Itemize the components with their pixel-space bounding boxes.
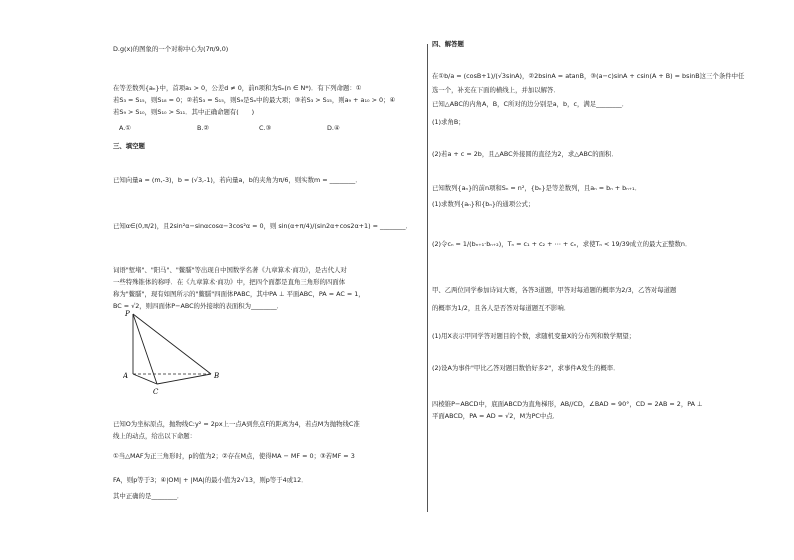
q17-line-1: 在①b/a = (cosB+1)/(√3sinA)，②2bsinA = atanB，③(a−c)sinA + csin(A + B) = bsinB这三个条件中任: [432, 72, 745, 80]
vector-question: 已知向量a = (m,-3)，b = (√3,-1)，若向量a，b的夹角为π/6，则实数m = ________．: [113, 176, 362, 184]
vertex-label-a: A: [123, 372, 129, 380]
q19-sub-2: (2)设A为事件"甲比乙答对题目数恰好多2"，求事件A发生的概率．: [432, 364, 620, 372]
parabola-question-line-4: FA，则p等于3；④|OM| + |MA|的最小值为2√13，则p等于4或12．: [113, 476, 308, 484]
vertex-label-p: P: [125, 310, 130, 318]
section-fill-blank-heading: 三、填空题: [113, 142, 145, 150]
seq-question-line-3: 若S₉ > S₁₀，则S₁₀ > S₁₁．其中正确命题有( ): [113, 108, 255, 116]
left-column: [113, 0, 423, 560]
vertex-label-c: C: [153, 388, 159, 396]
geo-question-line-4: BC = √2，则四面体P−ABC的外接球的表面积为________．: [113, 302, 284, 310]
parabola-question-line-5: 其中正确的是________．: [113, 492, 184, 500]
q18-sub-2: (2)令cₙ = 1/(bₙ₊₁·bₙ₊₂)，Tₙ = c₁ + c₂ + ⋯ + cₙ，求使Tₙ < 19/39成立的最大正整数n．: [432, 240, 692, 248]
edge-pb: [133, 314, 211, 374]
q19-line-2: 的概率为1/2，且各人是否答对每道题互不影响．: [432, 304, 571, 312]
edge-ac: [133, 374, 157, 384]
edge-cb: [157, 374, 211, 384]
q19-sub-1: (1)用X表示甲同学答对题目的个数，求随机变量X的分布列和数学期望；: [432, 332, 636, 340]
seq-option-a: A.①: [119, 124, 132, 132]
seq-question-line-2: 若S₃ = S₁₅，则S₁₈ = 0；②若S₃ = S₁₅，则S₉是Sₙ中的最大项；③若S₃ > S₁₅，则a₉ + a₁₀ > 0；④: [113, 96, 396, 104]
parabola-question-line-3: ①当△MAF为正三角形时，p的值为2；②存在M点，使得MA − MF = 0；③若MF = 3: [113, 452, 355, 460]
column-divider: [427, 44, 428, 512]
seq-option-b: B.②: [197, 124, 210, 132]
geo-question-line-3: 称为"鳖臑"，现有如图所示的"鳖臑"四面体PABC，其中PA ⊥ 平面ABC，PA = AC = 1，: [113, 290, 365, 298]
q18-sub-1: (1)求数列{aₙ}和{bₙ}的通项公式；: [432, 200, 535, 208]
q17-line-3: 已知△ABC的内角A，B，C所对的边分别是a，b，c，满足________．: [432, 100, 629, 108]
parabola-question-line-1: 已知O为坐标原点，抛物线C:y² = 2px上一点A到焦点F的距离为4，若点M为抛物线C准: [113, 420, 360, 428]
trig-question: 已知α∈(0,π/2)，且2sin²α−sinαcosα−3cos²α = 0，则 sin(α+π/4)/(sin2α+cos2α+1) = ________．: [113, 222, 412, 230]
option-d-text: D.g(x)的图象的一个对称中心为(7π/9,0): [113, 45, 229, 53]
edge-pc: [133, 314, 157, 384]
q19-line-1: 甲、乙两位同学参加诗词大赛，各答3道题，甲答对每道题的概率为2/3，乙答对每道题: [432, 286, 677, 294]
geo-question-line-2: 一些特殊锥体的称呼．在《九章算术·商功》中，把四个面都是直角三角形的四面体: [113, 278, 346, 286]
q18-line-1: 已知数列{aₙ}的前n项和Sₙ = n²，{bₙ}是等差数列，且aₙ = bₙ + bₙ₊₁．: [432, 184, 642, 192]
q17-line-2: 选一个，补充在下面的横线上，并加以解答．: [432, 86, 560, 94]
section-answer-heading: 四、解答题: [432, 40, 464, 48]
geo-question-line-1: 词语"堑堵"、"阳马"、"鳖臑"等出现自中国数学名著《九章算术·商功》，是古代人对: [113, 266, 347, 274]
seq-option-c: C.③: [259, 124, 272, 132]
q17-sub-1: (1)求角B；: [432, 118, 465, 126]
parabola-question-line-2: 线上的动点，给出以下命题：: [113, 432, 197, 440]
q20-line-2: 平面ABCD，PA = AD = √2，M为PC中点．: [432, 412, 560, 420]
q20-line-1: 四棱锥P−ABCD中，底面ABCD为直角梯形，AB//CD，∠BAD = 90°，CD = 2AB = 2，PA ⊥: [432, 400, 703, 408]
seq-question-line-1: 在等差数列{aₙ}中，首项a₁ > 0，公差d ≠ 0，前n项和为Sₙ(n ∈ N*)．有下列命题：①: [113, 84, 362, 92]
q17-sub-2: (2)若a + c = 2b，且△ABC外接圆的直径为2，求△ABC的面积．: [432, 150, 618, 158]
seq-option-d: D.④: [327, 124, 340, 132]
tetrahedron-figure: [123, 308, 233, 398]
vertex-label-b: B: [214, 372, 220, 380]
right-column: [432, 0, 745, 560]
